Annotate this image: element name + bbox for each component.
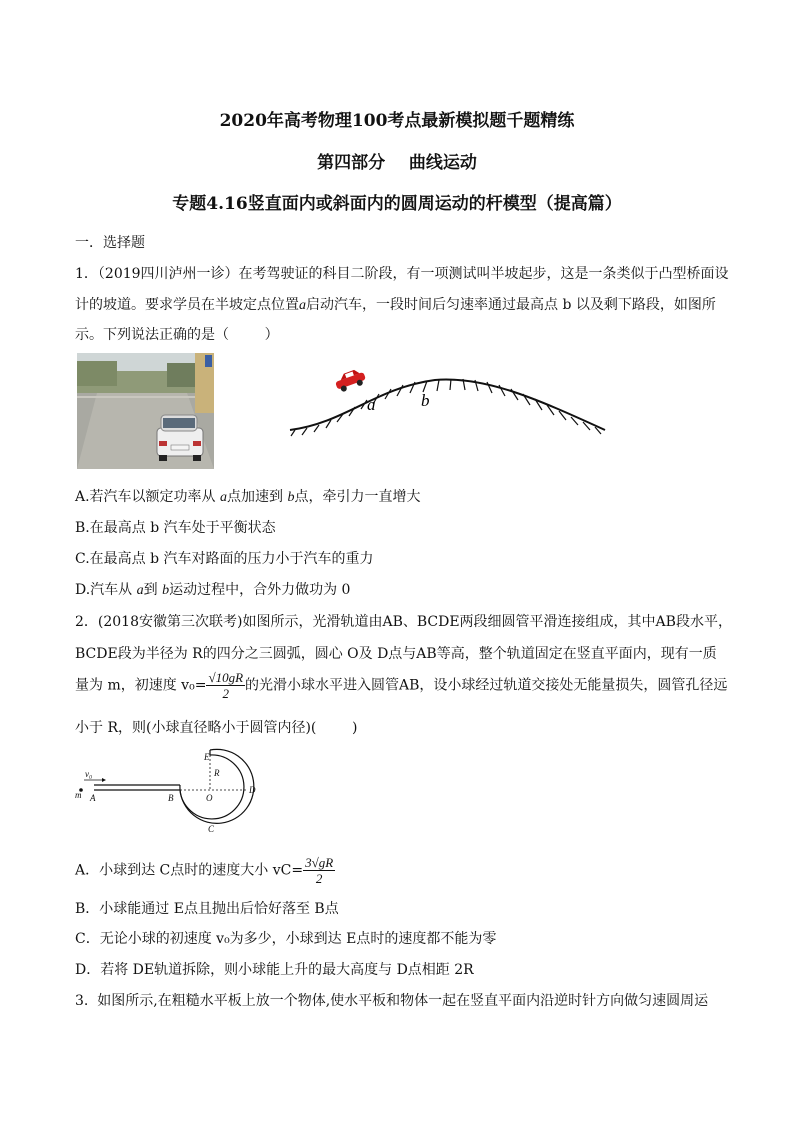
q1-opt-a-text3: 点，牵引力一直增大 [294, 489, 421, 505]
section-heading: 一．选择题 [75, 235, 145, 251]
label-A: A [90, 793, 96, 803]
driving-test-photo [77, 353, 214, 469]
doc-title: 2020年高考物理100考点最新模拟题千题精练 [219, 111, 575, 131]
q1-opt-d-var1: a [136, 583, 144, 598]
q1-line2-var: a [299, 298, 306, 313]
q1-line2-text: 计的坡道。要求学员在半坡定点位置 [75, 297, 299, 313]
q2-line4: 小于 R，则(小球直径略小于圆管内径)( ) [75, 720, 358, 736]
label-b: b [421, 391, 430, 410]
q1-option-a [75, 486, 420, 506]
part-title: 第四部分 曲线运动 [317, 153, 477, 173]
label-O: O [206, 793, 213, 803]
q1-opt-d-text1: D.汽车从 [75, 582, 137, 598]
topic-title: 专题4.16竖直面内或斜面内的圆周运动的杆模型（提高篇） [172, 194, 622, 214]
q2-option-b: B．小球能通过 E点且抛出后恰好落至 B点 [75, 901, 339, 917]
track-figure [72, 746, 272, 838]
q1-opt-a-var1: a [220, 490, 228, 505]
q3-line1: 3. 如图所示,在粗糙水平板上放一个物体,使水平板和物体一起在竖直平面内沿逆时针方向做匀速圆周运 [75, 993, 709, 1009]
q2-line3-end: 的光滑小球水平进入圆管AB，设小球经过轨道交接处无能量损失，圆管孔径远 [245, 677, 728, 694]
label-E: E [204, 752, 210, 762]
v0-numerator: √10gR [208, 670, 244, 685]
q1-line2-end: 启动汽车，一段时间后匀速率通过最高点 b 以及剩下路段，如图所 [306, 297, 716, 313]
label-a: a [367, 395, 376, 414]
q1-option-d [75, 579, 350, 599]
q1-opt-a-text1: A.若汽车以额定功率从 [75, 489, 221, 505]
q2-line1: 2．(2018安徽第三次联考)如图所示，光滑轨道由AB、BCDE两段细圆管平滑连接组成，其中AB段水平， [75, 614, 732, 630]
hill-figure [285, 368, 615, 448]
q2-line3-start: 量为 m，初速度 v₀= [75, 677, 207, 694]
q1-line2 [75, 294, 716, 314]
q2-option-a [75, 855, 335, 886]
q1-opt-d-text2: 到 [143, 582, 163, 598]
q2-option-c: C．无论小球的初速度 v₀为多少，小球到达 E点时的速度都不能为零 [75, 931, 497, 947]
q1-option-c: C.在最高点 b 汽车对路面的压力小于汽车的重力 [75, 551, 374, 567]
q1-opt-d-text3: 运动过程中，合外力做功为 0 [169, 582, 351, 598]
vc-fraction [303, 855, 335, 886]
q1-opt-a-text2: 点加速到 [227, 489, 288, 505]
q1-option-b: B.在最高点 b 汽车处于平衡状态 [75, 520, 276, 536]
label-m: m [75, 790, 82, 800]
label-B: B [168, 793, 174, 803]
vc-denominator: 2 [315, 871, 323, 886]
q2-option-d: D．若将 DE轨道拆除，则小球能上升的最大高度与 D点相距 2R [75, 962, 474, 978]
q1-opt-d-var2: b [162, 583, 170, 598]
v0-denominator: 2 [222, 686, 229, 701]
q2-line2: BCDE段为半径为 R的四分之三圆弧，圆心 O及 D点与AB等高，整个轨道固定在竖直平面内，现有一质 [75, 646, 717, 662]
q2-opt-a-text: A．小球到达 C点时的速度大小 vC= [75, 862, 304, 879]
q2-line3 [75, 670, 727, 701]
label-R: R [214, 768, 220, 778]
label-v0: v₀ [85, 769, 93, 779]
q1-line3: 示。下列说法正确的是（ ） [75, 327, 279, 343]
v0-fraction [206, 670, 245, 701]
q1-opt-a-var2: b [287, 490, 295, 505]
label-C: C [208, 824, 215, 834]
q1-line1: 1．（2019四川泸州一诊）在考驾驶证的科目二阶段，有一项测试叫半坡起步，这是一条类似于凸型桥面设 [75, 266, 729, 282]
label-D: D [249, 785, 256, 795]
vc-numerator: 3√gR [305, 855, 334, 870]
